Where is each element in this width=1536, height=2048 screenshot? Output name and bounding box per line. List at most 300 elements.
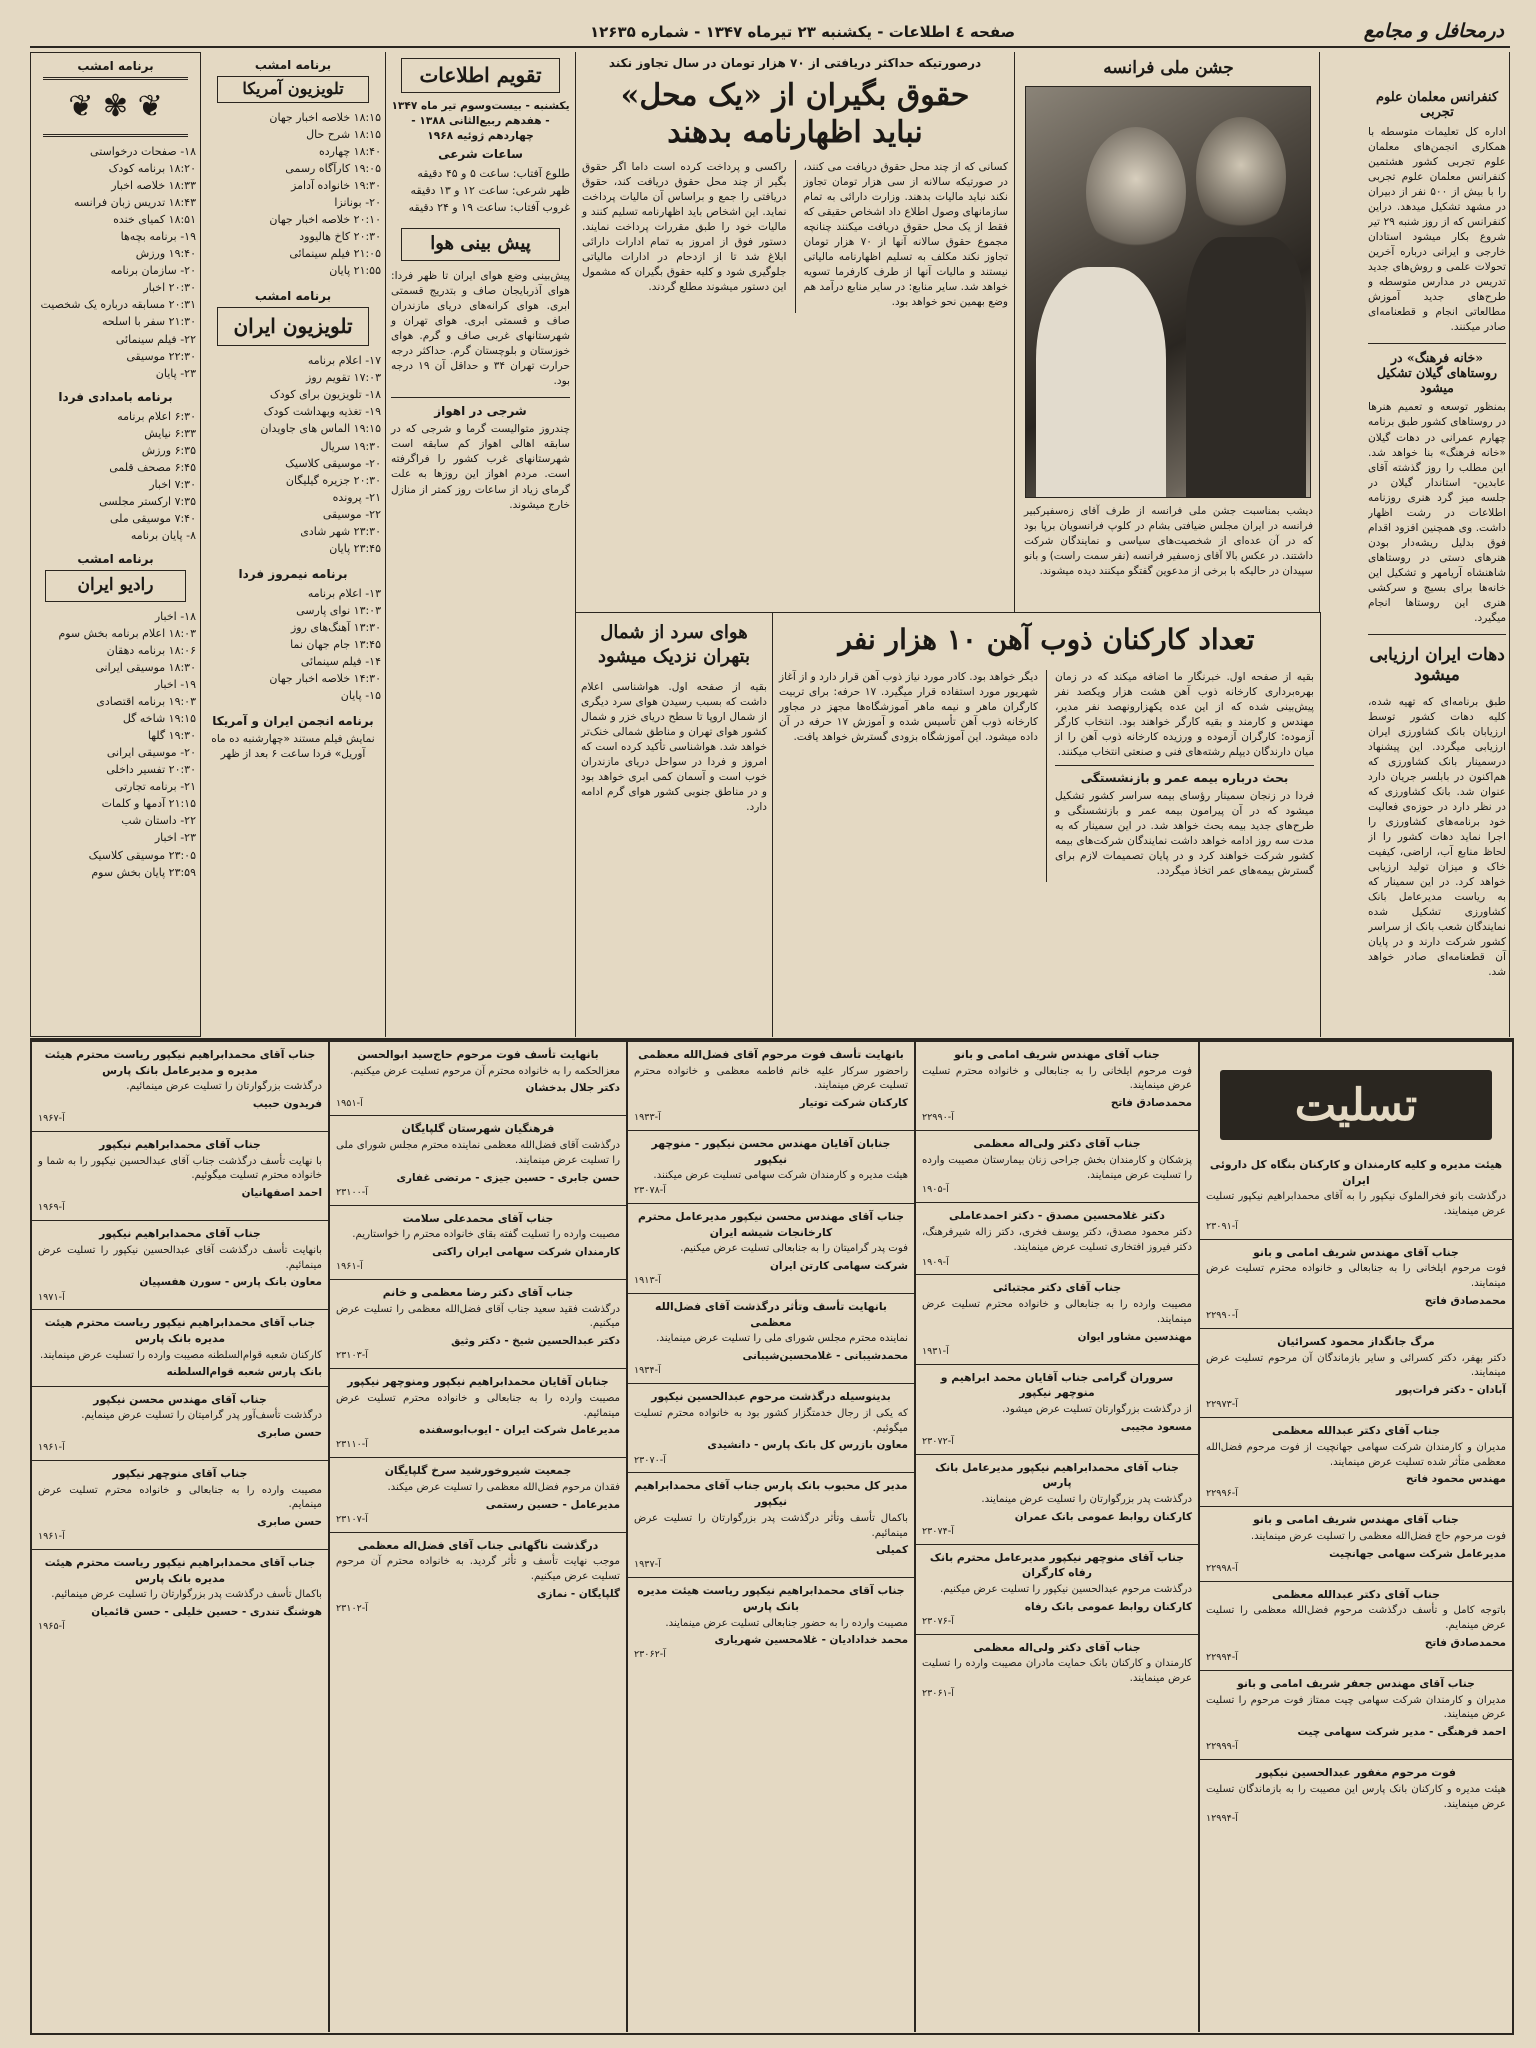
notice-signature: بانک پارس شعبه قوام‌السلطنه [166, 1366, 322, 1379]
notice-body: از درگذشت بزرگوارتان تسلیت عرض میشود. [1002, 1403, 1192, 1415]
list-item: ۱۷:۰۳ تقویم روز [306, 371, 381, 385]
list-item: ۱۸- اخبار [154, 609, 196, 623]
condolence-notice [628, 1384, 914, 1473]
tv-schedule [35, 408, 196, 544]
condolence-notice [916, 1203, 1198, 1275]
notice-body: دکتر محمود مصدق، دکتر یوسف فخری، دکتر زاله شیرفرهنگ، دکتر فیروز افتخاری تسلیت عرض مینمایند. [922, 1226, 1192, 1253]
list-item: ۲۲- موسیقی [322, 507, 381, 521]
list-item: ۲۲- فیلم سینمائی [115, 332, 196, 346]
condolence-notice [330, 1533, 626, 1621]
condolence-notice [330, 1280, 626, 1369]
notice-signature: محمدصادق فاتح [1424, 1636, 1506, 1649]
notice-body: مصیبت وارده را به حضور جنابعالی تسلیت عرض مینمایند. [665, 1617, 908, 1629]
radio-schedule [35, 608, 196, 881]
notice-body: راحضور سرکار علیه خانم فاطمه معظمی و خانواده محترم تسلیت عرض مینمایند. [634, 1065, 908, 1092]
notice-body: هیئت مدیره و کارکنان بانک پارس این مصیبت را به بازماندگان تسلیت عرض مینمایند. [1206, 1783, 1506, 1810]
section-brand: درمحافل و مجامع [1363, 20, 1504, 42]
calendar-logo: تقویم اطلاعات [401, 58, 560, 93]
condolence-notice [628, 1473, 914, 1578]
anjoman-body: نمایش فیلم مستند «چهارشنبه ده ماه آوریل» فردا ساعت ۶ بعد از ظهر [211, 733, 375, 761]
notice-signature: کارکنان روابط عمومی بانک رفاه [1024, 1600, 1192, 1613]
page-header [30, 18, 1510, 48]
tv-title: برنامه انجمن ایران و آمریکا [212, 714, 374, 729]
condolence-notice [916, 1275, 1198, 1364]
notice-code: آ-۲۲۹۹۴ [1206, 1652, 1238, 1663]
list-item: ۲۱- برنامه تجارتی [114, 780, 196, 794]
notice-body: درگذشت بزرگوارتان را تسلیت عرض مینمائیم. [126, 1081, 322, 1093]
tv-schedule [205, 352, 381, 557]
notice-code: آ-۱۹۶۱ [38, 1531, 65, 1543]
notice-body: مصیبت وارده را به جنابعالی و خانواده محترم تسلیت عرض مینمایم. [38, 1484, 322, 1511]
notice-body: نماینده محترم مجلس شورای ملی را تسلیت عرض مینمایند. [656, 1333, 908, 1345]
list-item: ۲۰- موسیقی کلاسیک [285, 456, 381, 470]
notice-body: مصیبت وارده را به جنابعالی و خانواده محترم تسلیت عرض مینمایند. [922, 1299, 1192, 1325]
list-item: ۲۰:۳۰ تفسیر داخلی [106, 763, 196, 777]
tv-title: برنامه امشب [254, 58, 332, 72]
notice-title: فوت مرحوم مغفور عبدالحسین نیکپور [1256, 1766, 1456, 1780]
notice-body: معزالحکمه را به خانواده محترم آن مرحوم تسلیت عرض میکنیم. [350, 1065, 620, 1077]
list-item: ۱۷- اعلام برنامه [307, 354, 381, 368]
article-body: بمنظور توسعه و تعمیم هنرها در روستا‌های کشور طبق برنامه چهارم عمرانی در دهات گیلان «خانه فرهنگ» بنا خواهد شد. این مطلب را روز گذشته آقای عابدین- استاندار گیلان در جلسه میز گرد هنری روزنامه اطلاعات در رشت اظهار داشت. وی همچنین افزود اقدام فوق بدلیل ریشه‌دار بودن هنرهای دستی در روستا‌های شاهنشاه آریامهر و تشکیل این خانه‌ها برای بسیج و سرکشی هنری این روستاها انجام میگیرد. [1368, 401, 1506, 624]
list-item: ۲۱:۱۵ آدمها و کلمات [101, 797, 196, 811]
list-item: ۱۴- فیلم سینمائی [300, 655, 381, 669]
ahvaz-title: شرجی در اهواز [434, 404, 527, 419]
list-item: ۱۹:۱۵ شاخه گل [122, 712, 196, 726]
condolence-notice [1200, 1760, 1512, 1831]
list-item: ۱۹:۴۰ ورزش [135, 247, 196, 261]
notice-signature: معاون بانک پارس - سورن هفسپیان [139, 1276, 322, 1289]
radio-logo: رادیو ایران [45, 570, 186, 602]
notice-title: جناب آقای محمدابراهیم نیکپور [99, 1138, 261, 1152]
notice-title: جناب آقای دکتر ولی‌اله معظمی [973, 1137, 1141, 1151]
list-item: ۱۳:۰۳ نوای پارسی [296, 603, 381, 617]
notice-title: سروران گرامی جناب آقایان محمد ابراهیم و منوچهر نیکپور [940, 1370, 1174, 1400]
notice-title: بدینوسیله درگذشت مرحوم عبدالحسین نیکپور [651, 1390, 891, 1404]
notice-title: جناب آقای دکتر ولی‌اله معظمی [973, 1640, 1141, 1654]
notice-body: درگذشت بانو فخرالملوک نیکپور را به آقای محمدابراهیم نیکپور تسلیت عرض مینمایند. [1206, 1191, 1506, 1218]
tv-schedule [205, 109, 381, 279]
france-story [1018, 52, 1320, 612]
notice-code: آ-۲۲۹۷۳ [1206, 1399, 1238, 1411]
notice-body: دکتر بهفر، دکتر کسرائی و سایر بازماندگان آن مرحوم تسلیت عرض مینمایند. [1206, 1352, 1506, 1379]
list-item: ۱۸:۳۳ خلاصه اخبار [111, 179, 196, 193]
condolence-notice [330, 1458, 626, 1532]
notice-code: آ-۲۲۹۹۰ [922, 1112, 954, 1124]
notice-title: هیئت مدیره و کلیه کارمندان و کارکنان بنگاه کل داروئی ایران [1209, 1158, 1503, 1187]
tv-column-2 [200, 52, 385, 1037]
notice-title: جناب آقای مهندس محسن نیکپور مدیرعامل محترم کارخانجات شیشه ایران [638, 1210, 904, 1239]
notice-code: آ-۲۳۰۹۱ [1206, 1220, 1238, 1232]
notice-signature: فریدون حبیب [252, 1098, 322, 1111]
calendar-date: یکشنبه - بیست‌وسوم تیر ماه ۱۳۴۷ - هفدهم ربیع‌الثانی ۱۳۸۸ - چهاردهم ژوئیه ۱۹۶۸ [391, 100, 570, 143]
article-body: طبق برنامه‌ای که تهیه شده، کلیه دهات کشور توسط ارزیابان بانک کشاورزی ایران ارزیابی میگردد. این پیشنهاد درسمینار بانک کشاورزی که هم‌اکنون در بابلسر جریان دارد عنوان شد. بانک کشاورزی که در نظر دارد در حوزه‌ی فعالیت خود برنامه‌های کشاورزی را اجرا نماید دهات کشور را از لحاظ منابع آب، اراضی، کیفیت خاک و میزان تولید ارزیابی خواهد کرد. در این سمینار که به ریاست مدیرعامل بانک کشاورزی تشکیل شده نمایندگان شعب بانک از سراسر کشور شرکت دارند و در پایان آن قطعنامه‌ای صادر خواهد شد. [1368, 695, 1506, 979]
notice-body: درگذشت تأسف‌آور پدر گرامیتان را تسلیت عرض مینمایم. [81, 1410, 322, 1422]
notice-code: آ-۲۳۰۷۲ [922, 1435, 954, 1447]
notice-title: جناب آقای مهندس جعفر شریف امامی و بانو [1237, 1676, 1475, 1690]
list-item: ۱۳- اعلام برنامه [307, 586, 381, 600]
notice-body: فقدان مرحوم فضل‌الله معظمی را تسلیت عرض میکند. [387, 1482, 620, 1494]
tv-title: برنامه امشب [254, 289, 332, 304]
tv-schedule [35, 143, 196, 382]
notice-title: مدیر کل محبوب بانک پارس جناب آقای محمدابراهیم نیکپور [634, 1479, 908, 1509]
condolence-column [1200, 1042, 1512, 2032]
condolence-notice [916, 1455, 1198, 1545]
condolence-notice [1200, 1240, 1512, 1329]
notice-signature: دکتر جلال بدخشان [525, 1082, 620, 1095]
condolence-column [32, 1042, 328, 2032]
notice-code: آ-۱۹۶۱ [38, 1442, 65, 1454]
notice-body: درگذشت آقای فضل‌الله معظمی نماینده محترم مجلس شورای ملی را تسلیت عرض مینمایند. [336, 1140, 620, 1166]
condolence-notice [628, 1131, 914, 1204]
notice-title: جناب آقای دکتر عبدالله معظمی [1272, 1587, 1440, 1601]
ahvaz-body: چندروز متوالیست گرما و شرجی که در سابقه اهالی اهواز کم سابقه است شهرستانهای غرب کشور را فراگرفته است. مردم اهواز این روزها به علت گرمای زیاد از ساعات روز کمتر از منازل خارج میشوند. [391, 423, 570, 511]
notice-body: که یکی از رجال خدمتگزار کشور بود به خانواده محترم تسلیت میگوئیم. [634, 1407, 908, 1434]
article-title: دهات ایران ارزیابی میشود [1369, 644, 1505, 685]
list-item: ۶:۳۳ نیایش [144, 426, 196, 440]
notice-title: جناب آقای مهندس شریف امامی و بانو [1253, 1245, 1459, 1259]
notice-title: فرهنگیان شهرستان گلپایگان [401, 1122, 555, 1136]
notice-code: آ-۱۹۳۴ [634, 1365, 661, 1377]
notice-body: با نهایت تأسف درگذشت جناب آقای عبدالحسین نیکپور را به شما و خانواده محترم تسلیت میگوئیم. [38, 1155, 322, 1182]
notice-title: جنابان آقایان مهندس محسن نیکپور - منوچهر نیکپور [651, 1137, 891, 1166]
notice-code: آ-۲۲۹۹۸ [1206, 1562, 1238, 1574]
notice-body: کارمندان و کارکنان بانک حمایت مادران مصیبت وارده را تسلیت عرض مینمایند. [922, 1658, 1192, 1685]
notice-signature: هوشنگ تندری - حسین خلیلی - حسن قائمیان [91, 1606, 322, 1619]
forecast-logo: پیش بینی هوا [401, 228, 560, 261]
list-item: ۱۹:۱۵ الماس های جاویدان [260, 422, 381, 436]
condolence-notice [330, 1116, 626, 1205]
list-item: ۲۱:۵۵ پایان [329, 264, 381, 278]
notice-body: فوت مرحوم حاج فضل‌الله معظمی را تسلیت عرض مینمایند. [1250, 1530, 1506, 1542]
notice-signature: مهندس محمود فاتح [1406, 1473, 1506, 1486]
condolence-notice [916, 1545, 1198, 1635]
notice-body: درگذشت فقید سعید جناب آقای فضل‌الله معظمی را تسلیت عرض میکنیم. [336, 1303, 620, 1330]
notice-title: جناب آقای دکتر مجتبائی [992, 1281, 1122, 1295]
weather-body: بقیه از صفحه اول. هواشناسی اعلام داشت که بسبب رسیدن هوای سرد دیگری از شمال اروپا تا سطح دریای خزر و شمال کشور هوای تهران و مناطق شمالی خنک‌تر خواهد شد. هواشناسی تأکید کرده است که امروز و فردا در سواحل دریای مازندران خوب است و آسمان کمی ابری خواهد بود و در مناطق جنوبی کشور هوای گرم ادامه دارد. [581, 680, 767, 813]
list-item: ۶:۴۵ مصحف قلمی [109, 460, 196, 474]
notice-title: درگذشت ناگهانی جناب آقای فضل‌اله معظمی [357, 1538, 599, 1552]
list-item: ۱۹:۰۵ کارآگاه رسمی [285, 161, 381, 175]
notice-signature: مدیرعامل - حسین رستمی [485, 1498, 620, 1511]
article-title: کنفرانس معلمان علوم تجربی [1375, 90, 1499, 120]
notice-code: آ-۲۳۱۰۳ [336, 1350, 368, 1362]
notice-signature: دکتر عبدالحسین شیخ - دکتر وثیق [451, 1335, 620, 1348]
condolence-notice [330, 1206, 626, 1280]
notice-signature: محمدصادق فاتح [1110, 1097, 1192, 1110]
notice-title: جناب آقای منوچهر نیکپور [112, 1466, 248, 1480]
ornament-icon: ❦ ✾ ❦ [43, 77, 188, 137]
list-item: ۱۹- اخبار [154, 678, 196, 692]
condolence-notice [628, 1042, 914, 1131]
notice-body: درگذشت پدر بزرگوارتان را تسلیت عرض مینمایند. [981, 1493, 1192, 1505]
list-item: غروب آفتاب: ساعت ۱۹ و ۲۴ دقیقه [408, 201, 570, 215]
notice-code: آ-۱۹۵۱ [336, 1097, 363, 1109]
notice-signature: کارکنان روابط عمومی بانک عمران [1014, 1510, 1192, 1523]
notice-title: جناب آقای محمدابراهیم نیکپور مدیرعامل بانک پارس [935, 1460, 1179, 1490]
notice-signature: گلپایگان - نمازی [537, 1587, 620, 1600]
tv-logo: تلویزیون آمریکا [217, 76, 369, 103]
list-item: ۲۲:۳۰ موسیقی [126, 349, 196, 363]
notice-code: آ-۱۹۱۳ [634, 1275, 661, 1287]
condolence-notice [916, 1635, 1198, 1706]
notice-code: آ-۲۳۱۰۷ [336, 1513, 368, 1525]
steel-headline: تعداد کارکنان ذوب آهن ۱۰ هزار نفر [838, 623, 1255, 656]
condolence-notice [32, 1132, 328, 1221]
list-item: ۱۳:۳۰ آهنگ‌های روز [290, 620, 381, 634]
notice-body: درگذشت مرحوم عبدالحسین نیکپور را تسلیت عرض میکنیم. [940, 1583, 1192, 1595]
forecast-body: پیش‌بینی وضع هوای ایران تا ظهر فردا: هوای آذربایجان صاف و بتدریج قسمتی ابری. هوای کرانه‌های دریای مازندران صاف و قسمتی ابری. هوای تهران و شهرستانهای غربی صاف و گرم. هوای خوزستان و بلوچستان گرم. حداکثر درجه حرارت تهران ۳۴ و حداقل آن ۱۹ درجه بود. [391, 270, 571, 388]
tv-title: برنامه امشب [77, 552, 154, 567]
condolence-notice [628, 1578, 914, 1667]
list-item: ۲۳:۴۵ پایان [329, 541, 381, 555]
list-item: ۱۸:۱۵ خلاصه اخبار جهان [269, 110, 381, 124]
list-item: ۲۳:۰۵ موسیقی کلاسیک [88, 848, 196, 862]
notice-signature: حسن جابری - حسین جیزی - مرتضی غفاری [396, 1171, 620, 1184]
tv-logo: تلویزیون ایران [217, 307, 369, 346]
list-item: ۱۸:۳۰ موسیقی ایرانی [95, 661, 196, 675]
notice-title: جناب آقای محمدعلی سلامت [402, 1211, 554, 1225]
list-item: ۱۸:۰۶ برنامه دهقان [106, 643, 196, 657]
list-item: ۲۰- سازمان برنامه [110, 264, 196, 278]
list-item: ۱۹:۳۰ خانواده آدامز [291, 178, 381, 192]
tv-title: برنامه امشب [77, 59, 154, 73]
notice-title: بانهایت تأسف وتأثر درگذشت آقای فضل‌الله معظمی [655, 1300, 887, 1329]
notice-signature: احمد اصفهانیان [241, 1187, 322, 1200]
notice-signature: کارمندان شرکت سهامی ایران راکتی [432, 1246, 620, 1259]
list-item: ۱۸:۴۳ تدریس زبان فرانسه [73, 196, 196, 210]
photo-caption: دیشب بمناسبت جشن ملی فرانسه از طرف آقای زه‌سفیرکبیر فرانسه در ایران مجلس ضیافتی بشام در کلوپ فرانسویان برپا بود که در آن عده‌ای از شخصیت‌های سیاسی و نمایندگان شرکت داشتند. در عکس بالا آقای زه‌سفیر فرانسه (نفر سمت راست) و بانو سپیدان در حالیکه با برخی از مدعوین گفتگو میکنند دیده میشوند. [1024, 505, 1313, 577]
steel-body: بقیه از صفحه اول. خبرنگار ما اضافه میکند که در زمان بهره‌برداری کارخانه ذوب آهن هشت هزار ویکصد نفر پیش‌بینی شده که از این عده یکهزارونهصد نفر مدیر، مهندس و کارمند و بقیه کارگر خواهند بود. انتخاب کارگر آزموده: کارگران آزموده و ورزیده کارخانه ذوب آهن را از میان دارندگان دیپلم رشته‌های فنی و صنعتی انتخاب میکنند. [1055, 671, 1314, 759]
notice-signature: حسن صابری [257, 1426, 322, 1439]
condolence-notice [32, 1387, 328, 1461]
notice-code: آ-۲۳۱۰۰ [336, 1186, 368, 1198]
prayer-times-list [391, 165, 570, 216]
tv-title: برنامه بامدادی فردا [58, 389, 173, 404]
list-item: ۲۱:۳۰ سفر با اسلحه [101, 315, 196, 329]
list-item: ۱۹- تغذیه وبهداشت کودک [263, 405, 381, 419]
list-item: ۲۰:۳۰ جزیره گیلیگان [285, 473, 381, 487]
notice-body: مدیران و کارمندان شرکت سهامی چیت ممتاز فوت مرحوم را تسلیت عرض مینمایند. [1206, 1694, 1506, 1721]
notice-signature: مسعود مجیبی [1120, 1420, 1192, 1433]
notice-title: جنابان آقایان محمدابراهیم نیکپور ومنوچهر نیکپور [347, 1375, 609, 1389]
condolence-notice [628, 1294, 914, 1384]
condolence-column [330, 1042, 626, 2032]
notice-body: موجب نهایت تأسف و تأثر گردید. به خانواده محترم آن مرحوم تسلیت عرض میکنیم. [336, 1556, 620, 1583]
notice-code: آ-۱۹۰۵ [922, 1184, 949, 1196]
notice-signature: حسن صابری [257, 1516, 322, 1529]
list-item: ۷:۳۵ ارکستر مجلسی [99, 494, 196, 508]
list-item: ۲۳:۳۰ شهر شادی [300, 524, 381, 538]
condolence-notice [628, 1204, 914, 1294]
list-item: ۱۵- پایان [340, 689, 381, 703]
list-item: ۱۸:۰۳ اعلام برنامه بخش سوم [58, 626, 196, 640]
tax-column: راکسی و پرداخت کرده است داما اگر حقوق بگیر از چند محل حقوق دریافت کند، حقوق دریافتی را جمع و براساس آن مالیات پرداخت نماید. این اشخاص باید اظهارنامه تسلیم کنند و مالیات خود را طبق مقررات پرداخت نمایند. دستور فوق از امروز به تمام ادارات دارائی ابلاغ شد تا از ازدحام در ادارات مالیاتی جلوگیری شود و کلیه حقوق بگیران که مشمول این دستور میشوند مطلع گردند. [582, 161, 787, 294]
list-item: طلوع آفتاب: ساعت ۵ و ۴۵ دقیقه [417, 167, 570, 181]
notice-body: باکمال تأسف درگذشت پدر بزرگوارتان را تسلیت عرض مینمائیم. [51, 1589, 322, 1601]
list-item: ۱۹:۳۰ سریال [320, 439, 381, 453]
notice-body: مصیبت وارده را تسلیت گفته بقای خانواده محترم را خواستاریم. [352, 1229, 620, 1241]
weather-headline: هوای سرد از شمال بتهران نزدیک میشود [598, 622, 750, 668]
notice-title: جناب آقای دکتر رضا معظمی و خانم [382, 1286, 574, 1299]
list-item: ۲۱- پرونده [332, 490, 381, 504]
briefs-column [1368, 52, 1510, 1037]
notice-body: مصیبت وارده را به جنابعالی و خانواده محترم تسلیت عرض مینمائیم. [336, 1392, 620, 1419]
tax-column: کسانی که از چند محل حقوق دریافت می کنند، در صورتیکه سالانه از سی هزار تومان تجاوز نکند نباید مالیات بدهند. وزارت دارائی به تمام سازمانهای وصول اطلاع داد اشخاص حقیقی که فقط از یک محل حقوق دریافت میکنند چنانچه مجموع حقوق سالانه آنها از ۷۰ هزار تومان تجاوز نکند مکلف به تسلیم اظهارنامه مالیاتی نیستند و مالیات آنها از طرف کارفرما تسویه خواهد شد. سایر منابع: در سایر منابع درآمد هم وضع بهمین نحو خواهد بود. [803, 161, 1008, 309]
list-item: ۶:۳۰ اعلام برنامه [117, 409, 196, 423]
notice-code: آ-۱۹۶۹ [38, 1202, 65, 1214]
list-item: ۲۰:۳۱ مسابقه درباره یک شخصیت [40, 298, 196, 312]
condolence-notice [916, 1365, 1198, 1455]
tax-headline: حقوق بگیران از «یک محل» [620, 78, 970, 113]
notice-title: جناب آقای منوچهر نیکپور مدیرعامل محترم بانک رفاه کارگران [929, 1550, 1185, 1580]
notice-code: آ-۱۹۳۷ [634, 1559, 661, 1571]
condolence-notice [1200, 1507, 1512, 1581]
notice-code: آ-۱۹۷۱ [38, 1291, 65, 1303]
notice-code: آ-۲۳۱۰۲ [336, 1603, 368, 1615]
notice-code: آ-۱۲۹۹۴ [1206, 1813, 1238, 1825]
notice-title: جناب آقای محمدابراهیم نیکپور ریاست محترم هیئت مدیره و مدیرعامل بانک پارس [44, 1048, 316, 1077]
list-item: ۲۰:۱۰ خلاصه اخبار جهان [269, 213, 381, 227]
calendar-column [385, 52, 575, 1037]
notice-code: آ-۲۲۹۹۰ [1206, 1310, 1238, 1322]
condolence-notice [32, 1221, 328, 1310]
condolence-notice [1200, 1152, 1512, 1240]
notice-signature: مدیرعامل شرکت سهامی جهانچیت [1329, 1547, 1506, 1560]
insurance-body: فردا در زنجان سمینار رؤسای بیمه سراسر کشور تشکیل میشود که در آن پیرامون بیمه عمر و بازنشستگی و طرح‌های جدید بیمه بحث خواهد شد. در این سمینار که به مدت سه روز ادامه خواهد داشت نمایندگان شرکت‌های بیمه کشور شرکت خواهند کرد و در پایان تصمیمات لازم برای گسترش بیمه‌های عمر اتخاذ میگردد. [1055, 790, 1314, 878]
condolence-notice [330, 1369, 626, 1458]
notice-code: آ-۲۳۰۷۸ [634, 1185, 666, 1197]
condolence-notice [330, 1042, 626, 1116]
list-item: ۱۸- صفحات درخواستی [90, 145, 196, 158]
notice-body: فوت مرحوم ایلخانی را به جنابعالی و خانواده محترم تسلیت عرض مینمایند. [1206, 1263, 1506, 1290]
notice-title: جناب آقای مهندس محسن نیکپور [93, 1392, 267, 1406]
list-item: ظهر شرعی: ساعت ۱۲ و ۱۳ دقیقه [410, 184, 570, 198]
list-item: ۲۱:۰۵ فیلم سینمائی [289, 247, 381, 261]
notice-code: آ-۱۹۳۳ [634, 1112, 661, 1124]
list-item: ۲۳:۵۹ پایان بخش سوم [91, 865, 196, 879]
list-item: ۱۸:۴۰ چهارده [318, 144, 381, 158]
notice-code: آ-۲۲۹۹۹ [1206, 1741, 1238, 1753]
notice-signature: مدیرعامل شرکت ایران - ایوب‌ابوسفنده [419, 1424, 620, 1437]
notice-code: آ-۲۲۹۹۶ [1206, 1488, 1238, 1500]
notice-body: باکمال تأسف وتأثر درگذشت پدر بزرگوارتان را تسلیت عرض مینمائیم. [634, 1512, 908, 1539]
notice-body: پزشکان و کارمندان بخش جراحی زنان بیمارستان مصیبت وارده را تسلیت عرض مینمایند. [922, 1154, 1192, 1181]
notice-body: مدیران و کارمندان شرکت سهامی جهانچیت از فوت مرحوم فضل‌الله معظمی متأثر شده تسلیت عرض مینمایند. [1206, 1441, 1506, 1468]
insurance-title: بحث درباره بیمه عمر و بازنشستگی [1080, 771, 1289, 786]
condolence-notice [1200, 1671, 1512, 1760]
steel-body: دیگر خواهد بود. کادر مورد نیاز ذوب آهن قرار دارد و از آغاز شهریور مورد استفاده قرار میگیرد. ۱۷ حرفه: برای تربیت کارگران ماهر و نیمه ماهر آموزشگاه‌ها مجهز در مجاور کارخانه ذوب آهن تأسیس شده و آموزش ۱۷ حرفه در آن داده میشود. این آموزشگاه بزودی گسترش خواهد یافت. [779, 671, 1039, 744]
notice-title: جناب آقای محمدابراهیم نیکپور [99, 1227, 261, 1241]
list-item: ۲۳- اخبار [154, 831, 196, 845]
condolence-notice [32, 1310, 328, 1386]
list-item: ۱۸:۵۱ کمیای خنده [113, 213, 196, 227]
condolence-notice [32, 1550, 328, 1639]
list-item: ۷:۳۰ اخبار [149, 477, 196, 491]
condolence-notice [916, 1131, 1198, 1203]
list-item: ۱۹:۳۰ گلها [147, 729, 196, 743]
notice-signature: کارکنان شرکت توتیار [799, 1097, 908, 1110]
notice-code: آ-۲۳۰۶۲ [634, 1649, 666, 1661]
notice-body: کارکنان شعبه قوام‌السلطنه مصیبت وارده را تسلیت عرض مینمایند. [39, 1349, 322, 1361]
tax-headline-2: نباید اظهارنامه بدهند [667, 115, 923, 150]
notice-code: آ-۲۳۰۷۶ [922, 1615, 954, 1627]
notice-signature: احمد فرهنگی - مدیر شرکت سهامی چیت [1297, 1726, 1506, 1739]
notice-title: بانهایت تأسف فوت مرحوم حاج‌سید ابوالحسن [357, 1048, 599, 1061]
notice-title: جناب آقای محمدابراهیم نیکپور ریاست هیئت مدیره بانک پارس [637, 1584, 905, 1613]
notice-signature: محمد خدادادیان - غلامحسین شهریاری [714, 1634, 908, 1647]
condolence-notice [1200, 1329, 1512, 1418]
tv-title: برنامه نیمروز فردا [238, 566, 348, 581]
tv-column-1 [30, 52, 200, 1037]
notice-title: بانهایت تأسف فوت مرحوم آقای فضل‌الله معظمی [638, 1048, 904, 1061]
notice-signature: کمیلی [875, 1544, 908, 1557]
notice-signature: شرکت سهامی کارتن ایران [769, 1260, 908, 1273]
notice-code: آ-۲۳۰۷۰ [634, 1454, 666, 1466]
notice-title: جناب آقای مهندس شریف امامی و بانو [954, 1048, 1160, 1061]
list-item: ۲۰- موسیقی ایرانی [106, 746, 196, 760]
page-info: صفحه ٤ اطلاعات - یکشنبه ۲۳ تیرماه ۱۳۴۷ - شماره ۱۲۶۳۵ [590, 23, 1016, 41]
notice-body: فوت پدر گرامیتان را به جنابعالی تسلیت عرض میکنیم. [680, 1243, 908, 1255]
list-item: ۸- پایان برنامه [130, 528, 196, 542]
notice-signature: محمدصادق فاتح [1424, 1294, 1506, 1307]
list-item: ۷:۴۰ موسیقی ملی [110, 511, 196, 525]
notice-code: آ-۱۹۳۱ [922, 1345, 949, 1357]
notice-title: دکتر غلامحسین مصدق - دکتر احمدعاملی [949, 1209, 1165, 1223]
notice-code: آ-۱۹۰۹ [922, 1256, 949, 1268]
list-item: ۲۰:۳۰ کاخ هالیوود [299, 230, 381, 244]
notice-code: آ-۲۳۱۱۰ [336, 1439, 368, 1451]
list-item: ۱۸- تلویزیون برای کودک [269, 388, 381, 402]
notice-body: فوت مرحوم ایلخانی را به جنابعالی و خانواده محترم تسلیت عرض مینمایند. [922, 1065, 1192, 1092]
list-item: ۱۸:۲۰ برنامه کودک [108, 162, 196, 176]
list-item: ۲۰:۳۰ اخبار [143, 281, 196, 295]
notice-signature: مهندسین مشاور ایوان [1077, 1330, 1192, 1343]
notice-title: جناب آقای دکتر عبدالله معظمی [1272, 1424, 1440, 1438]
condolence-notice [916, 1042, 1198, 1131]
article-body: اداره کل تعلیمات متوسطه با همکاری انجمن‌های معلمان علوم تجربی کشور هشتمین کنفرانس معلمان علوم تجربی را با بیش از ۵۰۰ نفر از دبیران در مشهد تشکیل میدهد. دراین کنفرانس که از روز شنبه ۲۹ تیر شروع بکار میشود استادان خارجی و ایرانی درباره آخرین تحولات علمی و روش‌های جدید تدریس در مدارس متوسطه و طرح‌های جدید آموزش مطالعاتی انجام و قطعنامه‌ای صادر میکنند. [1368, 126, 1507, 334]
tax-kicker: درصورتیکه حداکثر دریافتی از ۷۰ هزار تومان در سال تجاوز نکند [608, 56, 982, 70]
notice-code: آ-۱۹۶۷ [38, 1113, 65, 1125]
condolence-column [916, 1042, 1198, 2032]
weather-story [575, 612, 773, 1037]
notice-body: باتوجه کامل و تأسف درگذشت مرحوم فضل‌الله معظمی را تسلیت عرض مینمایم. [1206, 1605, 1506, 1632]
notice-signature: آبادان - دکتر فرات‌پور [1395, 1384, 1506, 1397]
notice-signature: معاون بازرس کل بانک پارس - دانشیدی [707, 1439, 908, 1452]
condolence-banner [1220, 1070, 1492, 1140]
list-item: ۲۲- داستان شب [121, 814, 196, 828]
list-item: ۱۹:۰۳ برنامه اقتصادی [96, 695, 196, 709]
france-title: جشن ملی فرانسه [1103, 58, 1234, 78]
steel-story [773, 612, 1321, 1037]
list-item: ۲۳- پایان [155, 366, 196, 380]
notice-title: جناب آقای محمدابراهیم نیکپور ریاست محترم هیئت مدیره بانک پارس [44, 1316, 316, 1346]
notice-body: بانهایت تأسف درگذشت آقای عبدالحسین نیکپور را تسلیت عرض مینمائیم. [38, 1244, 322, 1271]
article-title: «خانه فرهنگ» در روستاهای گیلان تشکیل میشود [1376, 350, 1498, 396]
notice-title: جناب آقای محمدابراهیم نیکپور ریاست محترم هیئت مدیره بانک پارس [44, 1556, 316, 1585]
condolence-column [628, 1042, 914, 2032]
condolence-notice [1200, 1582, 1512, 1671]
news-photo [1025, 86, 1311, 498]
list-item: ۶:۳۵ ورزش [141, 443, 196, 457]
condolence-notice [1200, 1418, 1512, 1507]
list-item: ۱۸:۱۵ شرح حال [306, 127, 381, 141]
condolence-notice [32, 1042, 328, 1132]
notice-title: مرگ جانگداز محمود کسرائیان [1277, 1334, 1435, 1348]
notice-code: آ-۱۹۶۵ [38, 1621, 65, 1633]
list-item: ۱۳:۴۵ جام جهان نما [290, 637, 381, 651]
list-item: ۱۴:۳۰ خلاصه اخبار جهان [269, 672, 381, 686]
tax-story [575, 52, 1015, 612]
